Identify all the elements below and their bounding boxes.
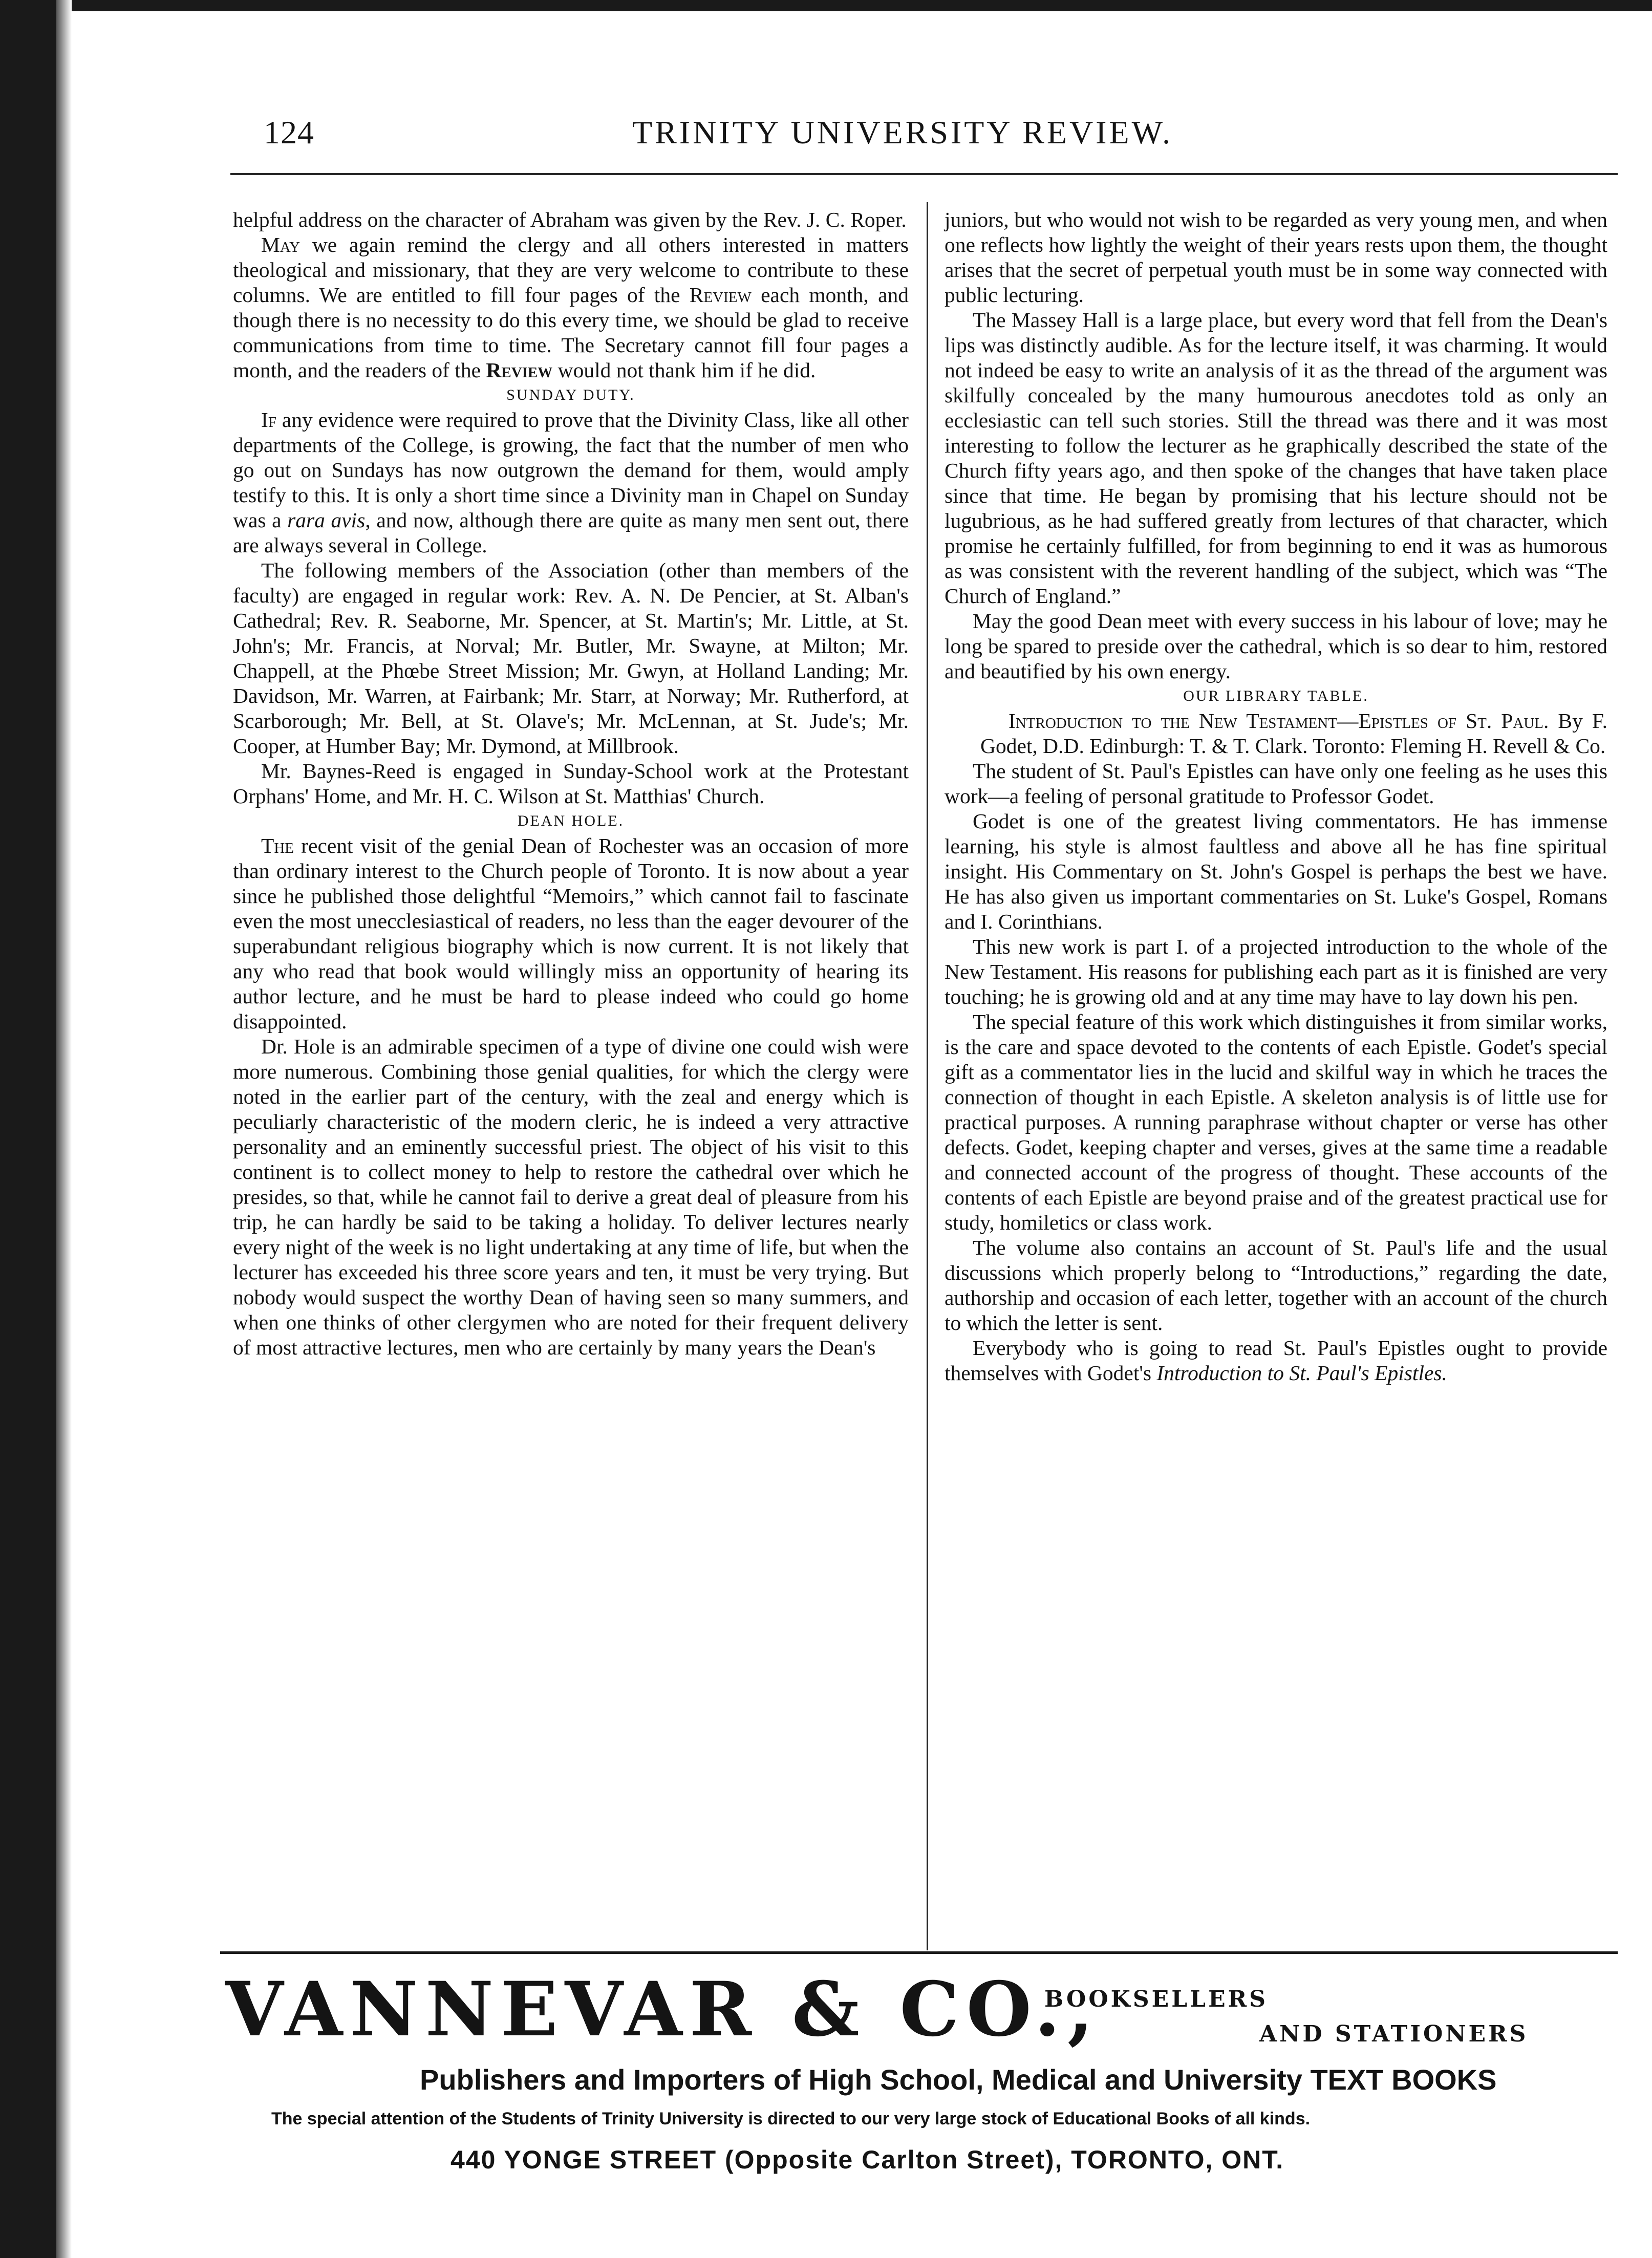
advert-rule [220, 1951, 1618, 1954]
running-title: TRINITY UNIVERSITY REVIEW. [632, 114, 1173, 150]
page-scan-top-edge [0, 0, 1652, 11]
left-column [233, 207, 909, 1360]
paragraph: Dr. Hole is an admirable specimen of a type of divine one could wish were more numerous. Combining those genial qualities, for which the clergy were noted in the earlier part of the century, with the zeal and energy which is peculiarly characteristic of the modern cleric, he is indeed a very attractive personality and an eminently successful priest. The object of his visit to this continent is to collect money to help to restore the cathedral over which he presides, so that, while he cannot fail to derive a great deal of pleasure from his trip, he can hardly be said to be taking a holiday. To deliver lectures nearly every night of the week is no light undertaking at any time of life, but when the lecturer has exceeded his three score years and ten, it must be very trying. But nobody would suspect the worthy Dean of having seen so many summers, and when one thinks of other clergymen who are noted for their frequent delivery of most attractive lectures, men who are certainly by many years the Dean's [233, 1035, 909, 1359]
paragraph: May the good Dean meet with every success in his labour of love; may he long be spared to preside over the cathedral, which is so dear to him, restored and beautified by his own energy. [945, 609, 1607, 683]
paragraph: juniors, but who would not wish to be regarded as very young men, and when one reflects how lightly the weight of their years rests upon them, the thought arises that the secret of perpetual youth must be in some way connected with public lecturing. [945, 208, 1607, 307]
book-citation: Introduction to the New Testament—Epistles of St. Paul. By F. Godet, D.D. Edinburgh: T. & T. Clark. Toronto: Fleming H. Revell & Co. [980, 709, 1608, 758]
paragraph: The student of St. Paul's Epistles can have only one feeling as he uses this work—a feeling of personal gratitude to Professor Godet. [945, 759, 1607, 808]
paragraph: If any evidence were required to prove that the Divinity Class, like all other departments of the College, is growing, the fact that the number of men who go out on Sundays has now outgrown the demand for them, would amply testify to this. It is only a short time since a Divinity man in Chapel on Sunday was a rara avis, and now, although there are quite as many men sent out, there are always several in College. [233, 408, 909, 557]
advertisement [225, 1966, 1607, 2181]
paragraph: Everybody who is going to read St. Paul's Epistles ought to provide themselves with Godet's Introduction to St. Paul's Epistles. [945, 1336, 1607, 1385]
paragraph: The recent visit of the genial Dean of Rochester was an occasion of more than ordinary interest to the Church people of Toronto. It is now about a year since he published those delightful “Memoirs,” which cannot fail to fascinate even the most unecclesiastical of readers, no less than the eager devourer of the superabundant religious biography which is now current. It is not likely that any who read that book would willingly miss an opportunity of hearing its author lecture, and he must be hard to please indeed who could go home disappointed. [233, 834, 909, 1033]
advert-address: 440 YONGE STREET (Opposite Carlton Street), TORONTO, ONT. [450, 2145, 1284, 2174]
paragraph: Godet is one of the greatest living commentators. He has immense learning, his style is almost faultless and above all he has fine spiritual insight. His Commentary on St. John's Gospel is perhaps the best we have. He has also given us important commentaries on St. Luke's Gospel, Romans and I. Corinthians. [945, 809, 1607, 933]
section-heading-sunday-duty: SUNDAY DUTY. [506, 386, 635, 403]
page-number: 124 [264, 114, 314, 150]
paragraph: The volume also contains an account of St. Paul's life and the usual discussions which properly belong to “Introductions,” regarding the date, authorship and occasion of each letter, together with an account of the church to which the letter is sent. [945, 1236, 1607, 1335]
header-rule [230, 173, 1618, 175]
paragraph: Mr. Baynes-Reed is engaged in Sunday-School work at the Protestant Orphans' Home, and Mr. H. C. Wilson at St. Matthias' Church. [233, 759, 909, 808]
paragraph: The Massey Hall is a large place, but every word that fell from the Dean's lips was distinctly audible. As for the lecture itself, it was charming. It would not indeed be easy to write an analysis of it as the thread of the argument was skilfully concealed by the many humourous anecdotes told as only an ecclesiastic can tell such stories. Still the thread was there and it was most interesting to follow the lecturer as he graphically described the state of the Church fifty years ago, and then spoke of the changes that have taken place since that time. He began by promising that his lecture should not be lugubrious, as he had suffered greatly from lectures of that character, which promise he certainly fulfilled, for from beginning to end it was as humorous as was consistent with the reverent handling of the subject, which was “The Church of England.” [945, 308, 1607, 608]
section-heading-library-table: OUR LIBRARY TABLE. [1183, 687, 1369, 704]
page-scan-edge [0, 0, 56, 2258]
right-column [945, 207, 1607, 1386]
advert-trade: AND STATIONERS [1259, 2021, 1529, 2047]
paragraph: helpful address on the character of Abraham was given by the Rev. J. C. Roper. [233, 208, 907, 231]
section-heading-dean-hole: DEAN HOLE. [517, 812, 625, 829]
column-divider [927, 202, 928, 1950]
advert-trade: BOOKSELLERS [1044, 1986, 1268, 2012]
advert-notice: The special attention of the Students of Trinity University is directed to our very large stock of Educational Books of all kinds. [271, 2109, 1311, 2128]
paragraph: This new work is part I. of a projected introduction to the whole of the New Testament. His reasons for publishing each part as it is finished are very touching; he is growing old and at any time may have to lay down his pen. [945, 935, 1607, 1008]
advert-firm-name: VANNEVAR & CO., [225, 1966, 1101, 2053]
paragraph: The special feature of this work which distinguishes it from similar works, is the care and space devoted to the contents of each Epistle. Godet's special gift as a commentator lies in the lucid and skilful way in which he traces the connection of thought in each Epistle. A skeleton analysis is of little use for practical purposes. A running paraphrase without chapter or verse has other defects. Godet, keeping chapter and verses, gives at the same time a readable and connected account of the progress of thought. These accounts of the contents of each Epistle are beyond praise and of the greatest practical use for study, homiletics or class work. [945, 1010, 1607, 1234]
paragraph: May we again remind the clergy and all others interested in matters theological and missionary, that they are very welcome to contribute to these columns. We are entitled to fill four pages of the Review each month, and though there is no necessity to do this every time, we should be glad to receive communications from time to time. The Secretary cannot fill four pages a month, and the readers of the Review would not thank him if he did. [233, 233, 909, 382]
page-header [264, 114, 1523, 175]
page-gutter-shadow [56, 0, 72, 2258]
paragraph: The following members of the Association (other than members of the faculty) are engaged in regular work: Rev. A. N. De Pencier, at St. Alban's Cathedral; Rev. R. Seaborne, Mr. Spencer, at St. Martin's; Mr. Little, at St. John's; Mr. Francis, at Norval; Mr. Butler, Mr. Swayne, at Milton; Mr. Chappell, at the Phœbe Street Mission; Mr. Gwyn, at Holland Landing; Mr. Davidson, Mr. Warren, at Fairbank; Mr. Starr, at Norway; Mr. Rutherford, at Scarborough; Mr. Bell, at St. Olave's; Mr. McLennan, at St. Jude's; Mr. Cooper, at Humber Bay; Mr. Dymond, at Millbrook. [233, 558, 909, 758]
advert-tagline: Publishers and Importers of High School, Medical and University TEXT BOOKS [420, 2063, 1497, 2096]
